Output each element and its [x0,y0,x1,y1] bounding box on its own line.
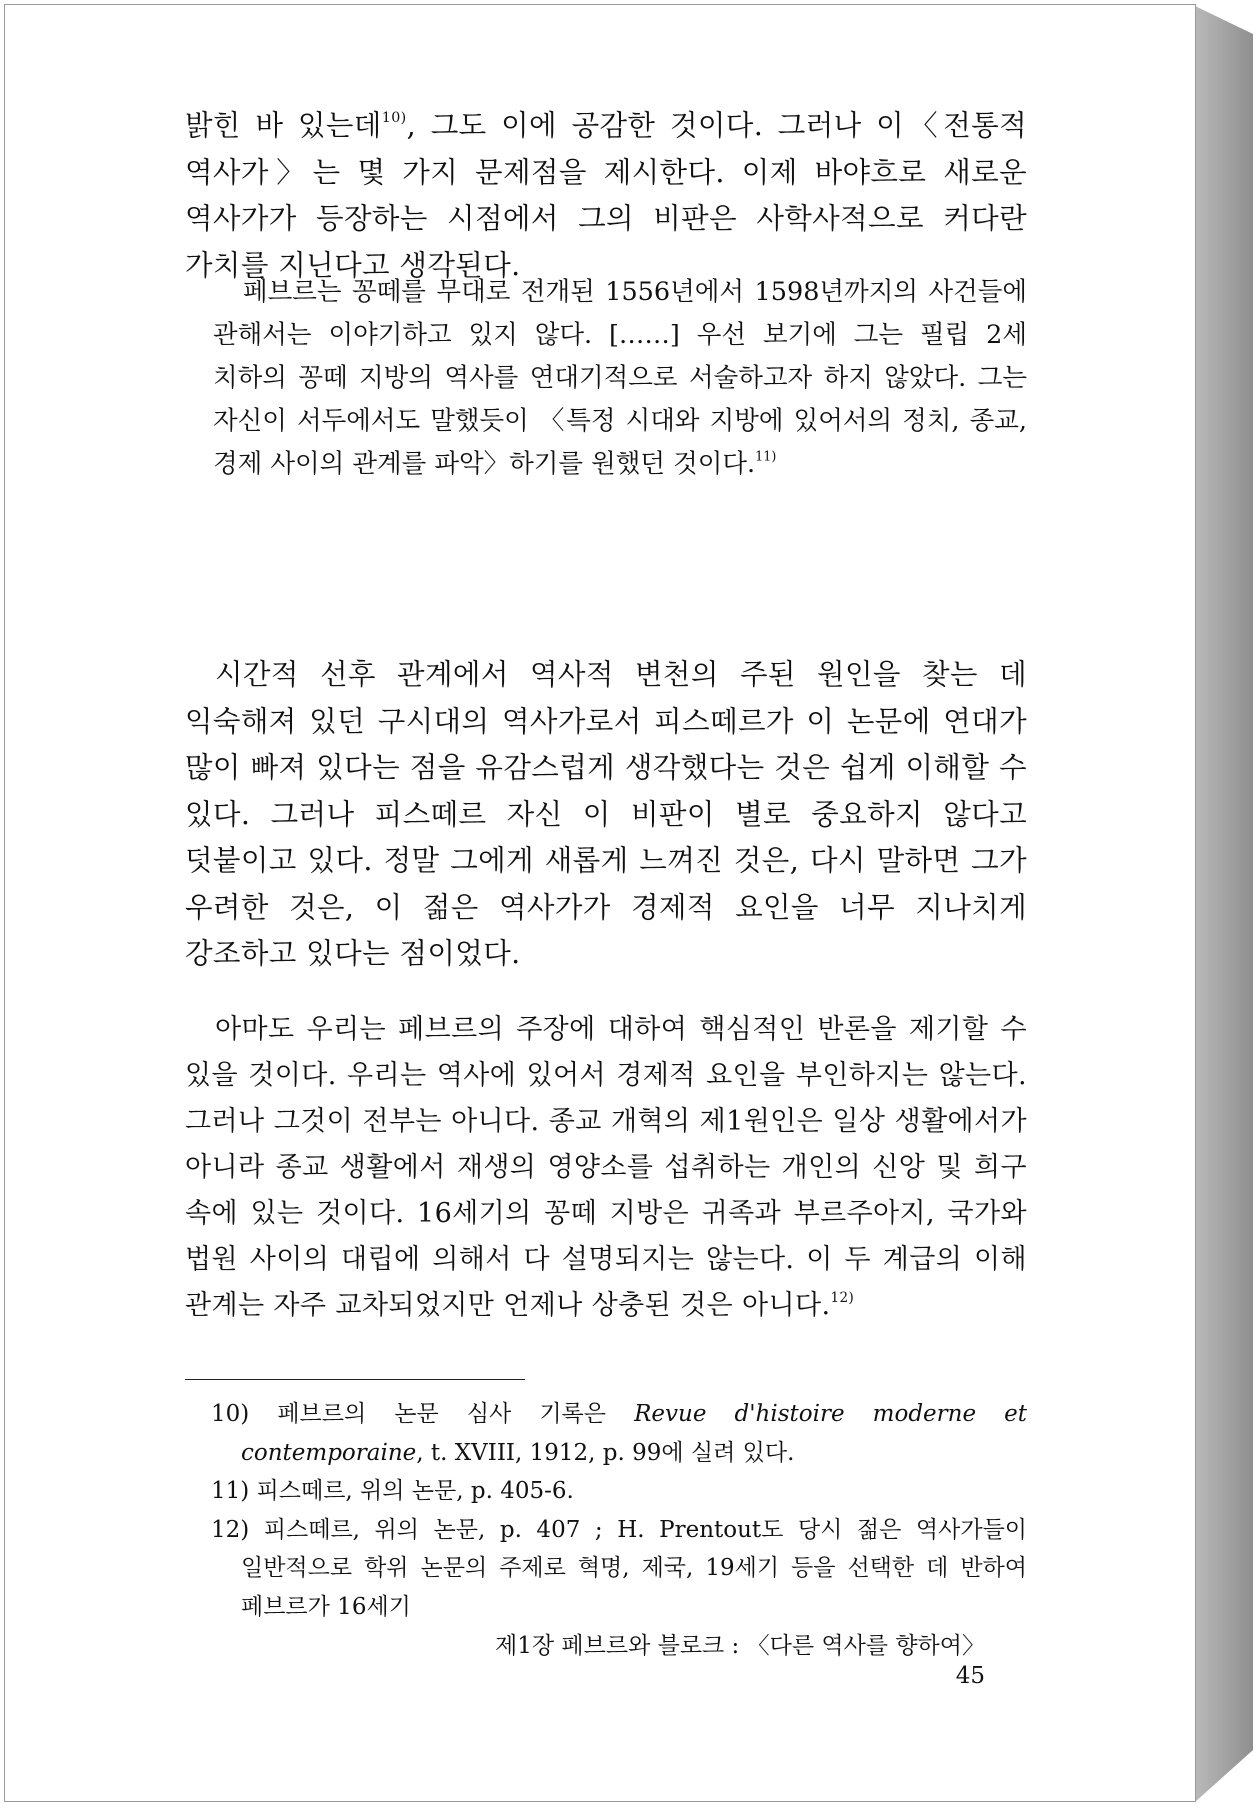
footnote-12 [211,1511,1027,1627]
paragraph-3-text: 아마도 우리는 페브르의 주장에 대하여 핵심적인 반론을 제기할 수 있을 것이다. 우리는 역사에 있어서 경제적 요인을 부인하지는 않는다. 그러나 그것이 전부는 아니다. 종교 개혁의 제1원인은 일상 생활에서가 아니라 종교 생활에서 재생의 영양소를 섭취하는 개인의 신앙 및 희구 속에 있는 것이다. 16세기의 꽁떼 지방은 귀족과 부르주아지, 국가와 법원 사이의 대립에 의해서 다 설명되지는 않는다. 이 두 계급의 이해 관계는 자주 교차되었지만 언제나 상충된 것은 아니다. [185,1014,1027,1321]
running-footer [485,1631,985,1691]
page-number: 45 [955,1663,985,1689]
footnote-number: 11) [211,1478,250,1504]
paragraph-2: 시간적 선후 관계에서 역사적 변천의 주된 원인을 찾는 데 익숙해져 있던 구시대의 역사가로서 피스떼르가 이 논문에 연대가 많이 빠져 있다는 점을 유감스럽게 생각했다는 것은 쉽게 이해할 수 있다. 그러나 피스떼르 자신 이 비판이 별로 중요하지 않다고 덧붙이고 있다. 정말 그에게 새롭게 느껴진 것은, 다시 말하면 그가 우려한 것은, 이 젊은 역사가가 경제적 요인을 너무 지나치게 강조하고 있다는 점이었다. [185,658,1027,970]
footnote-text: 페브르의 논문 심사 기록은 [277,1401,635,1427]
footnote-ref-12: 12) [830,1289,855,1306]
footnote-11 [211,1472,1027,1511]
block-quote-text: 페브르는 꽁떼를 무대로 전개된 1556년에서 1598년까지의 사건들에 관해서는 이야기하고 있지 않다. [……] 우선 보기에 그는 필립 2세 치하의 꽁떼 지방의 역사를 연대기적으로 서술하고자 하지 않았다. 그는 자신이 서두에서도 말했듯이 〈특정 시대와 지방에 있어서의 정치, 종교, 경제 사이의 관계를 파악〉하기를 원했던 것이다. [213,277,1027,479]
footnote-tail: , t. XVIII, 1912, p. 99에 실려 있다. [416,1439,795,1466]
footnote-divider [185,1379,525,1380]
running-title: 제1장 페브르와 블로크 : 〈다른 역사를 향하여〉 [495,1633,985,1659]
footnotes [211,1395,1027,1626]
paragraph-3 [185,1007,1027,1329]
block-quote [213,271,1027,486]
footnote-ref-10: 10) [381,110,407,127]
footnote-text: 피스떼르, 위의 논문, p. 405-6. [256,1478,574,1504]
footnote-source-title: Revue d'histoire moderne et contemporaine [241,1401,1028,1466]
footnote-text: 피스떼르, 위의 논문, p. 407 ; H. Prentout도 당시 젊은 역사가들이 일반적으로 학위 논문의 주제로 혁명, 제국, 19세기 등을 선택한 데 반하여 페브르가 16세기 [241,1516,1028,1620]
footnote-ref-11: 11) [755,449,777,465]
paragraph-1-block [185,103,1027,289]
paragraph-2-block [185,652,1027,978]
footnote-10 [211,1395,1027,1472]
paragraph-1-lead: 밝힌 바 있는데 [185,109,382,142]
book-edge-shadow [1195,6,1253,1802]
footnote-number: 10) [211,1401,250,1427]
paragraph-3-block [185,1007,1027,1329]
footnote-number: 12) [211,1516,250,1543]
paragraph-1 [185,103,1027,289]
paragraph-1-rest: , 그도 이에 공감한 것이다. 그러나 이〈전통적 역사가〉는 몇 가지 문제점을 제시한다. 이제 바야흐로 새로운 역사가가 등장하는 시점에서 그의 비판은 사학사적으로 커다란 가치를 지닌다고 생각된다. [185,109,1027,282]
book-page [4,4,1196,1802]
